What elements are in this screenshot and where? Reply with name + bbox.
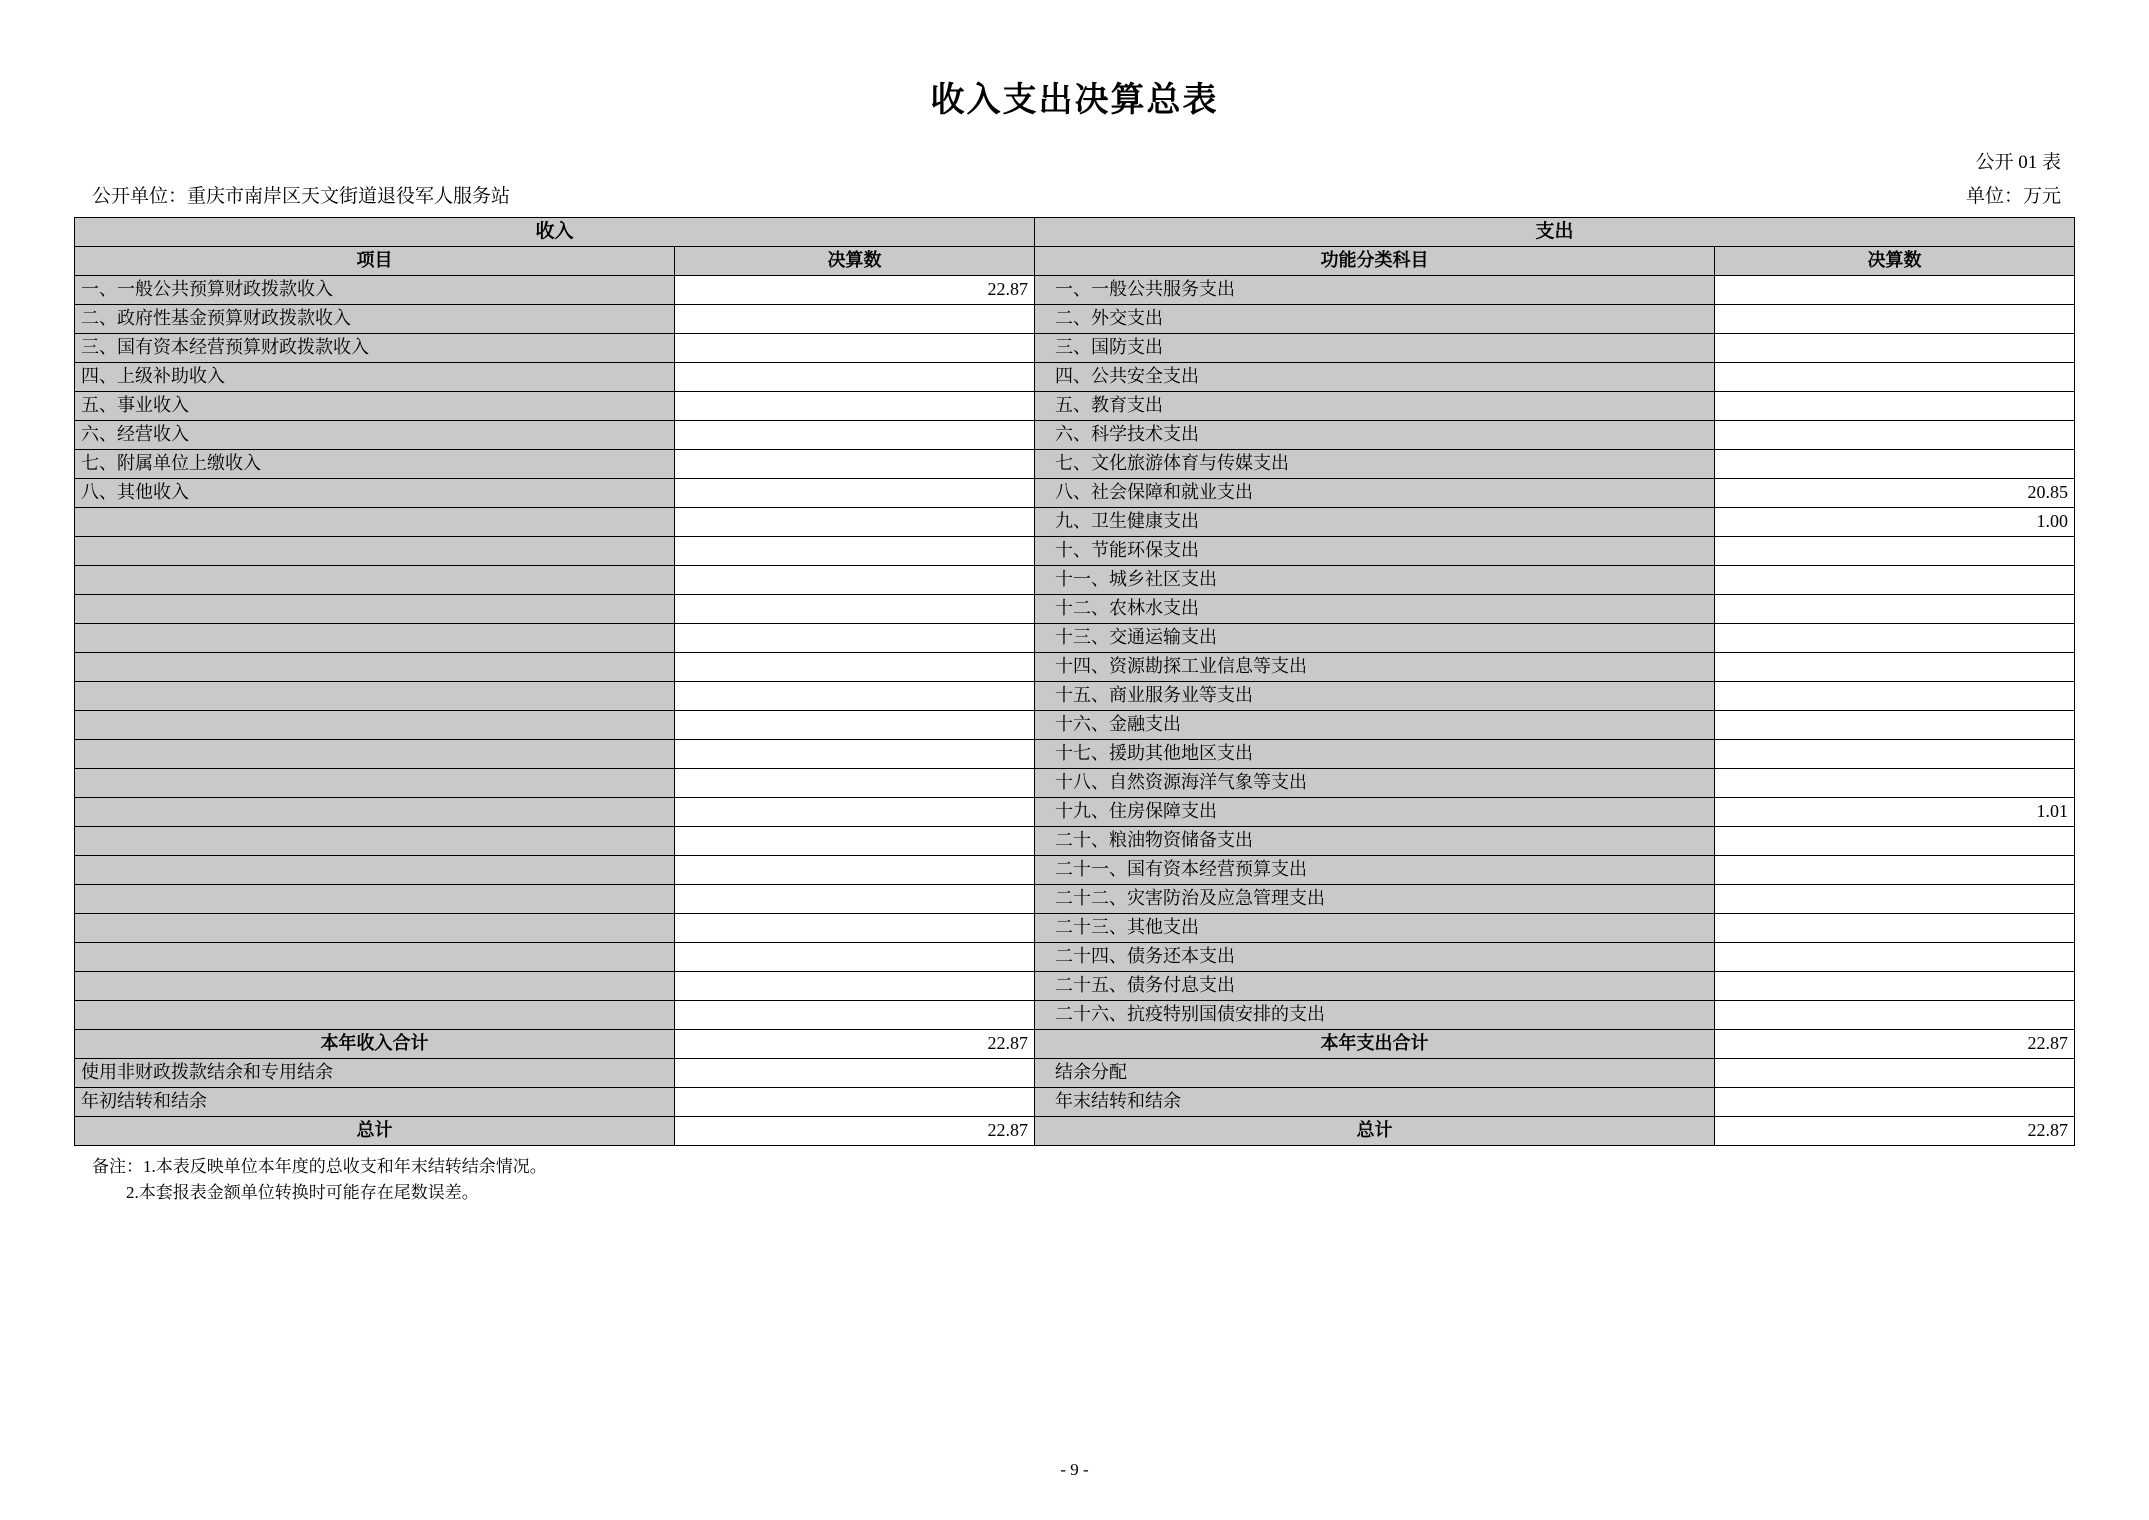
expense-item-amount — [1715, 595, 2075, 624]
expense-summary-amount: 22.87 — [1715, 1117, 2075, 1146]
column-header-income-item: 项目 — [74, 247, 674, 276]
table-row — [74, 479, 2074, 508]
income-summary-label: 本年收入合计 — [74, 1030, 674, 1059]
income-item-amount — [674, 711, 1034, 740]
income-item-label — [74, 885, 674, 914]
expense-item-label: 十一、城乡社区支出 — [1035, 566, 1715, 595]
income-item-amount — [674, 1001, 1034, 1030]
expense-item-amount — [1715, 653, 2075, 682]
income-item-amount — [674, 885, 1034, 914]
expense-item-label: 十七、援助其他地区支出 — [1035, 740, 1715, 769]
expense-item-amount — [1715, 914, 2075, 943]
column-header-income-amount: 决算数 — [674, 247, 1034, 276]
expense-item-label: 十五、商业服务业等支出 — [1035, 682, 1715, 711]
expense-item-amount — [1715, 827, 2075, 856]
expense-item-label: 二、外交支出 — [1035, 305, 1715, 334]
table-row — [74, 653, 2074, 682]
expense-item-label: 六、科学技术支出 — [1035, 421, 1715, 450]
income-item-amount — [674, 682, 1034, 711]
income-item-label — [74, 653, 674, 682]
expense-item-amount — [1715, 711, 2075, 740]
column-header-expense-amount: 决算数 — [1715, 247, 2075, 276]
expense-item-label: 二十五、债务付息支出 — [1035, 972, 1715, 1001]
expense-item-label: 八、社会保障和就业支出 — [1035, 479, 1715, 508]
table-summary-row — [74, 1030, 2074, 1059]
expense-item-label: 二十六、抗疫特别国债安排的支出 — [1035, 1001, 1715, 1030]
expense-item-amount: 1.01 — [1715, 798, 2075, 827]
income-summary-label: 使用非财政拨款结余和专用结余 — [74, 1059, 674, 1088]
disclosure-unit: 公开单位：重庆市南岸区天文街道退役军人服务站 — [92, 186, 511, 207]
expense-item-amount: 1.00 — [1715, 508, 2075, 537]
table-summary-row — [74, 1088, 2074, 1117]
table-row — [74, 856, 2074, 885]
table-row — [74, 827, 2074, 856]
expense-summary-label: 本年支出合计 — [1035, 1030, 1715, 1059]
income-summary-amount — [674, 1059, 1034, 1088]
income-item-amount — [674, 740, 1034, 769]
income-summary-amount: 22.87 — [674, 1030, 1034, 1059]
income-item-amount — [674, 421, 1034, 450]
income-item-label — [74, 972, 674, 1001]
income-item-amount — [674, 595, 1034, 624]
expense-item-amount — [1715, 943, 2075, 972]
income-item-label — [74, 856, 674, 885]
income-item-amount — [674, 943, 1034, 972]
table-row — [74, 392, 2074, 421]
expense-item-amount — [1715, 450, 2075, 479]
expense-item-label: 十三、交通运输支出 — [1035, 624, 1715, 653]
income-summary-label: 总计 — [74, 1117, 674, 1146]
form-number: 公开 01 表 — [1975, 152, 2061, 173]
income-summary-label: 年初结转和结余 — [74, 1088, 674, 1117]
expense-item-label: 四、公共安全支出 — [1035, 363, 1715, 392]
table-row — [74, 508, 2074, 537]
table-row — [74, 740, 2074, 769]
income-item-amount: 22.87 — [674, 276, 1034, 305]
group-header-income: 收入 — [74, 218, 1034, 247]
income-item-label — [74, 624, 674, 653]
table-row — [74, 334, 2074, 363]
income-item-label — [74, 508, 674, 537]
table-summary-row — [74, 1117, 2074, 1146]
expense-summary-amount — [1715, 1088, 2075, 1117]
income-item-label — [74, 566, 674, 595]
expense-summary-amount: 22.87 — [1715, 1030, 2075, 1059]
table-row — [74, 1001, 2074, 1030]
expense-item-amount — [1715, 334, 2075, 363]
note-line-1: 备注：1.本表反映单位本年度的总收支和年末结转结余情况。 — [92, 1157, 547, 1176]
table-row — [74, 798, 2074, 827]
amount-unit: 单位：万元 — [1965, 186, 2061, 207]
income-item-amount — [674, 450, 1034, 479]
form-number-row — [0, 147, 2149, 171]
income-item-amount — [674, 334, 1034, 363]
income-item-label — [74, 827, 674, 856]
income-item-label — [74, 943, 674, 972]
table-row — [74, 595, 2074, 624]
table-row — [74, 566, 2074, 595]
expense-item-label: 十四、资源勘探工业信息等支出 — [1035, 653, 1715, 682]
income-item-label — [74, 1001, 674, 1030]
expense-item-amount — [1715, 305, 2075, 334]
income-item-label — [74, 914, 674, 943]
table-summary-row — [74, 1059, 2074, 1088]
income-item-label: 五、事业收入 — [74, 392, 674, 421]
expense-item-label: 十六、金融支出 — [1035, 711, 1715, 740]
income-item-label: 六、经营收入 — [74, 421, 674, 450]
income-item-amount — [674, 363, 1034, 392]
expense-item-label: 二十二、灾害防治及应急管理支出 — [1035, 885, 1715, 914]
expense-item-amount — [1715, 972, 2075, 1001]
income-item-label — [74, 740, 674, 769]
page-number: - 9 - — [1060, 1460, 1089, 1479]
expense-item-amount — [1715, 537, 2075, 566]
income-item-label: 三、国有资本经营预算财政拨款收入 — [74, 334, 674, 363]
income-item-amount — [674, 624, 1034, 653]
expense-item-amount — [1715, 856, 2075, 885]
meta-row — [0, 181, 2149, 207]
column-header-expense-item: 功能分类科目 — [1035, 247, 1715, 276]
income-item-label — [74, 595, 674, 624]
notes — [92, 1154, 2149, 1205]
income-item-amount — [674, 798, 1034, 827]
income-item-amount — [674, 827, 1034, 856]
income-item-label: 一、一般公共预算财政拨款收入 — [74, 276, 674, 305]
table-row — [74, 972, 2074, 1001]
income-item-amount — [674, 392, 1034, 421]
income-item-amount — [674, 856, 1034, 885]
expense-item-label: 十二、农林水支出 — [1035, 595, 1715, 624]
expense-summary-label: 总计 — [1035, 1117, 1715, 1146]
group-header-expense: 支出 — [1035, 218, 2075, 247]
expense-summary-label: 结余分配 — [1035, 1059, 1715, 1088]
income-item-amount — [674, 305, 1034, 334]
budget-table — [74, 217, 2075, 1146]
table-group-header-row — [74, 218, 2074, 247]
expense-item-amount — [1715, 624, 2075, 653]
table-row — [74, 537, 2074, 566]
table-row — [74, 624, 2074, 653]
expense-item-label: 十九、住房保障支出 — [1035, 798, 1715, 827]
expense-item-label: 一、一般公共服务支出 — [1035, 276, 1715, 305]
expense-item-label: 二十三、其他支出 — [1035, 914, 1715, 943]
expense-item-amount — [1715, 682, 2075, 711]
table-row — [74, 450, 2074, 479]
income-item-label: 二、政府性基金预算财政拨款收入 — [74, 305, 674, 334]
table-row — [74, 421, 2074, 450]
expense-item-label: 十八、自然资源海洋气象等支出 — [1035, 769, 1715, 798]
table-row — [74, 363, 2074, 392]
income-item-amount — [674, 537, 1034, 566]
expense-summary-amount — [1715, 1059, 2075, 1088]
expense-item-label: 十、节能环保支出 — [1035, 537, 1715, 566]
income-item-label — [74, 769, 674, 798]
income-item-amount — [674, 566, 1034, 595]
table-column-header-row — [74, 247, 2074, 276]
income-item-label: 七、附属单位上缴收入 — [74, 450, 674, 479]
expense-item-label: 七、文化旅游体育与传媒支出 — [1035, 450, 1715, 479]
expense-item-amount: 20.85 — [1715, 479, 2075, 508]
expense-item-amount — [1715, 363, 2075, 392]
table-row — [74, 769, 2074, 798]
expense-summary-label: 年末结转和结余 — [1035, 1088, 1715, 1117]
income-item-amount — [674, 653, 1034, 682]
table-row — [74, 943, 2074, 972]
note-line-2: 2.本套报表金额单位转换时可能存在尾数误差。 — [126, 1182, 479, 1202]
expense-item-amount — [1715, 276, 2075, 305]
table-row — [74, 305, 2074, 334]
income-item-amount — [674, 508, 1034, 537]
expense-item-amount — [1715, 421, 2075, 450]
table-row — [74, 914, 2074, 943]
page-title: 收入支出决算总表 — [930, 82, 1219, 119]
income-summary-amount — [674, 1088, 1034, 1117]
income-item-amount — [674, 769, 1034, 798]
income-summary-amount: 22.87 — [674, 1117, 1034, 1146]
table-row — [74, 885, 2074, 914]
expense-item-label: 二十四、债务还本支出 — [1035, 943, 1715, 972]
expense-item-label: 九、卫生健康支出 — [1035, 508, 1715, 537]
expense-item-amount — [1715, 885, 2075, 914]
income-item-amount — [674, 479, 1034, 508]
table-row — [74, 276, 2074, 305]
expense-item-label: 五、教育支出 — [1035, 392, 1715, 421]
income-item-label — [74, 711, 674, 740]
income-item-amount — [674, 972, 1034, 1001]
expense-item-label: 三、国防支出 — [1035, 334, 1715, 363]
income-item-label: 八、其他收入 — [74, 479, 674, 508]
income-item-amount — [674, 914, 1034, 943]
expense-item-amount — [1715, 740, 2075, 769]
expense-item-label: 二十一、国有资本经营预算支出 — [1035, 856, 1715, 885]
expense-item-amount — [1715, 566, 2075, 595]
income-item-label: 四、上级补助收入 — [74, 363, 674, 392]
income-item-label — [74, 537, 674, 566]
expense-item-amount — [1715, 392, 2075, 421]
income-item-label — [74, 798, 674, 827]
income-item-label — [74, 682, 674, 711]
table-row — [74, 682, 2074, 711]
table-row — [74, 711, 2074, 740]
expense-item-amount — [1715, 1001, 2075, 1030]
expense-item-amount — [1715, 769, 2075, 798]
expense-item-label: 二十、粮油物资储备支出 — [1035, 827, 1715, 856]
